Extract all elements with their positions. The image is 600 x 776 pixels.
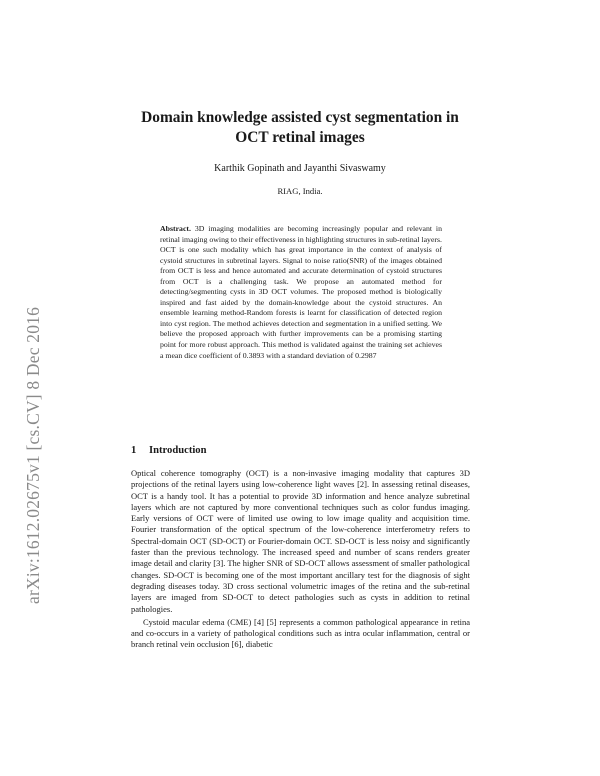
paper-authors: Karthik Gopinath and Jayanthi Sivaswamy <box>214 163 386 174</box>
abstract <box>160 224 442 361</box>
introduction-body <box>131 468 470 651</box>
abstract-label: Abstract. <box>160 224 191 233</box>
abstract-text: 3D imaging modalities are becoming increasingly popular and relevant in retinal imaging owing to their effectiveness in highlighting structures in sub-retinal layers. OCT is one such modality which has great importance in the context of analysis of cystoid structures in subretinal layers. Signal to noise ratio(SNR) of the images obtained from OCT is less and hence automated and accurate determination of cystoid structures from OCT is a challenging task. We propose an automated method for detecting/segmenting cysts in 3D OCT volumes. The proposed method is biologically inspired and fast aided by the domain-knowledge about the cystoid structures. An ensemble learning method-Random forests is learnt for classification of detected region into cyst region. The method achieves detection and segmentation in a unified setting. We believe the proposed approach with further improvements can be a promising starting point for more robust approach. This method is validated against the training set achieves a mean dice coefficient of 0.3893 with a standard deviation of 0.2987 <box>160 224 442 360</box>
paper-title: Domain knowledge assisted cyst segmentation in OCT retinal images <box>141 109 459 146</box>
section-number: 1 <box>131 445 137 456</box>
arxiv-identifier-stamp: arXiv:1612.02675v1 [cs.CV] 8 Dec 2016 <box>23 306 43 604</box>
paper-affiliation: RIAG, India. <box>277 186 323 196</box>
section-title: Introduction <box>149 445 207 456</box>
section-heading <box>131 445 471 456</box>
paragraph: Cystoid macular edema (CME) [4] [5] represents a common pathological appearance in retina and co-occurs in a variety of pathological conditions such as intra ocular inflammation, central or branch retinal vein occlusion [6], diabetic <box>131 616 470 650</box>
paragraph: Optical coherence tomography (OCT) is a non-invasive imaging modality that captures 3D projections of the retinal layers using low-coherence light waves [2]. In assessing retinal diseases, OCT is a handy tool. It has a potential to provide 3D information and hence analyze subretinal layers which are not captured by more conventional techniques such as color fundus imaging. Early versions of OCT were of limited use owing to low image quality and acquisition time. Fourier transformation of the optical spectrum of the low-coherence interferometry refers to Spectral-domain OCT (SD-OCT) or Fourier-domain OCT. SD-OCT is less noisy and significantly faster than the previous technology. The increased speed and number of scans renders greater image detail and clarity [3]. The higher SNR of SD-OCT allows assessment of smaller pathological changes. SD-OCT is becoming one of the most important ancillary test for the diagnosis of sight degrading diseases today. 3D cross sectional volumetric images of the retina and the sub-retinal layers are imaged from SD-OCT to detect pathologies such as cysts in addition to retinal pathologies. <box>131 468 470 614</box>
